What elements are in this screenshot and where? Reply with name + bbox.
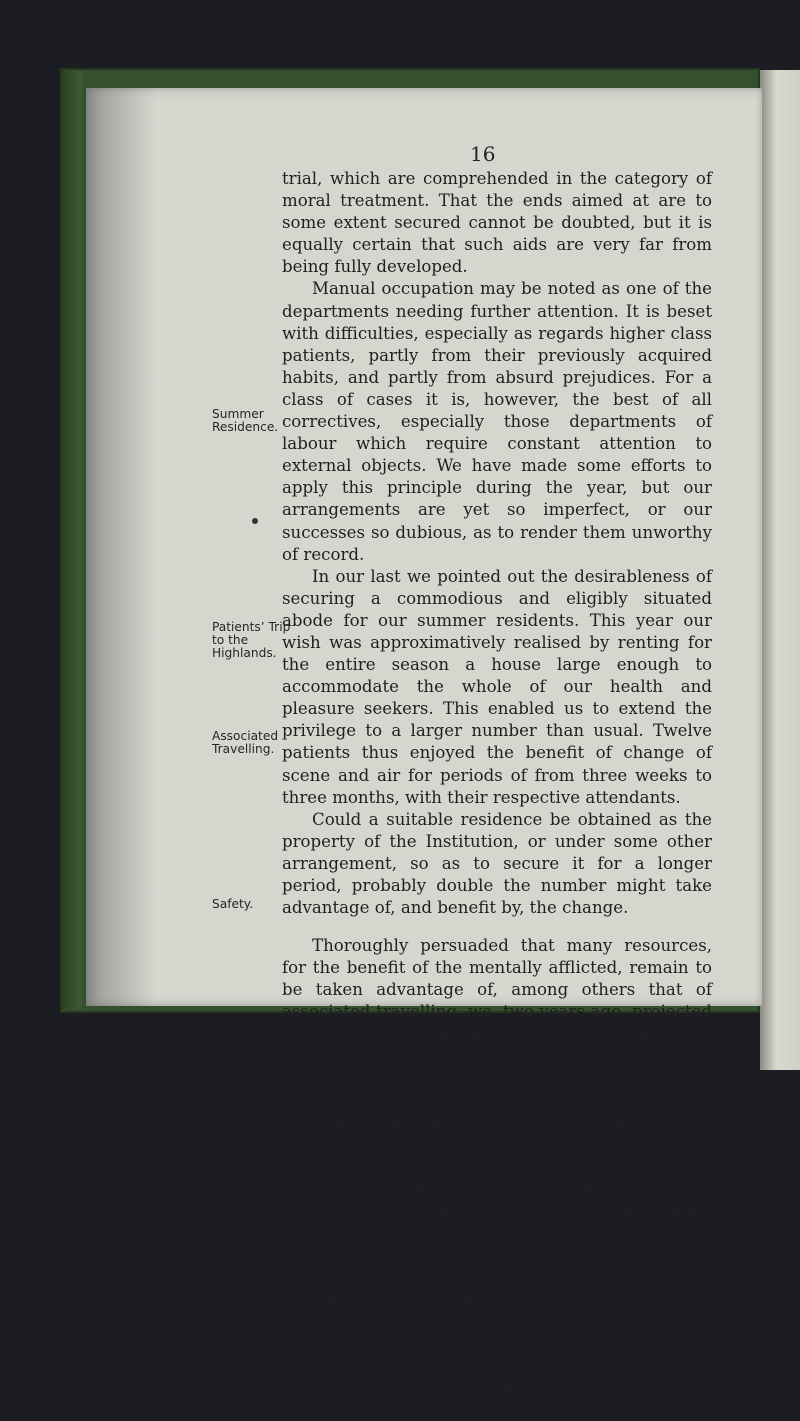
margin-note-safety: Safety. — [212, 897, 254, 911]
adjacent-page-edge — [760, 70, 800, 1070]
paragraph: Travelling has long been known, recommended, and employed as one of our most important aids in removing morbid mental conditions, but associated travelling in such cases is rather a novelty. Doubtless to many it will sound strange even in these days of public enlightenment, that a party of the inmates of an asylum should start as ordinary tourists, on a journey of a week’s duration— should encounter all the dangers and difficulties of bustling railways, crowded inns, and creaking steam-boats—should cross stormy firths, scale lofty mountains, and dance on dizzy heights. — [282, 1090, 712, 1375]
margin-note-associated-travelling: Associated Travelling. — [212, 729, 279, 756]
cover-spine-edge — [62, 70, 82, 1010]
paragraph: Thoroughly persuaded that many resources, for the benefit of the mentally afflicted, remain to be taken advantage of, among others that of associated travelling, we, two years ago, projected a Trip to the Highlands with a party of patients. Impaired health and pressure of business prevented its accomplishment till this season. — [282, 936, 712, 1088]
paragraph: Manual occupation may be noted as one of the departments needing further attention. It is beset with difficulties, especially as regards higher class patients, partly from their previously acquired habits, and partly from absurd prejudices. For a class of cases it is, however, the best of all correctives, especially those departments of labour which require constant attention to external objects. We have made some efforts to apply this principle during the year, but our arrangements are yet so imperfect, or our successes so dubious, as to render them unworthy of record. — [282, 279, 712, 564]
paragraph: It can, however, be done, for the whole party returned “ unscathed — [282, 1378, 712, 1420]
margin-note-highlands-trip: Patients’ Trip to the Highlands. — [212, 620, 291, 660]
body-text — [282, 168, 712, 1421]
margin-note-summer-residence: Summer Residence. — [212, 407, 279, 434]
paragraph: trial, which are comprehended in the category of moral treatment. That the ends aimed at are to some extent secured cannot be doubted, but it is equally certain that such aids are very far from being fully developed. — [282, 169, 712, 277]
paragraph: In our last we pointed out the desirableness of securing a commodious and eligibly situated abode for our summer residents. This year our wish was approximatively realised by renting for the entire season a house large enough to accommodate the whole of our health and pleasure seekers. This enabled us to extend the privilege to a larger number than usual. Twelve patients thus enjoyed the benefit of change of scene and air for periods of from three weeks to three months, with their respective attendants. — [282, 566, 712, 807]
page-gutter-shadow — [86, 88, 156, 1006]
paragraph: Could a suitable residence be obtained as the property of the Institution, or under some other arrangement, so as to secure it for a longer period, probably double the number might take advantage of, and benefit by, the change. — [282, 809, 712, 918]
page-number: 16 — [470, 142, 496, 166]
ink-speck — [252, 518, 258, 524]
